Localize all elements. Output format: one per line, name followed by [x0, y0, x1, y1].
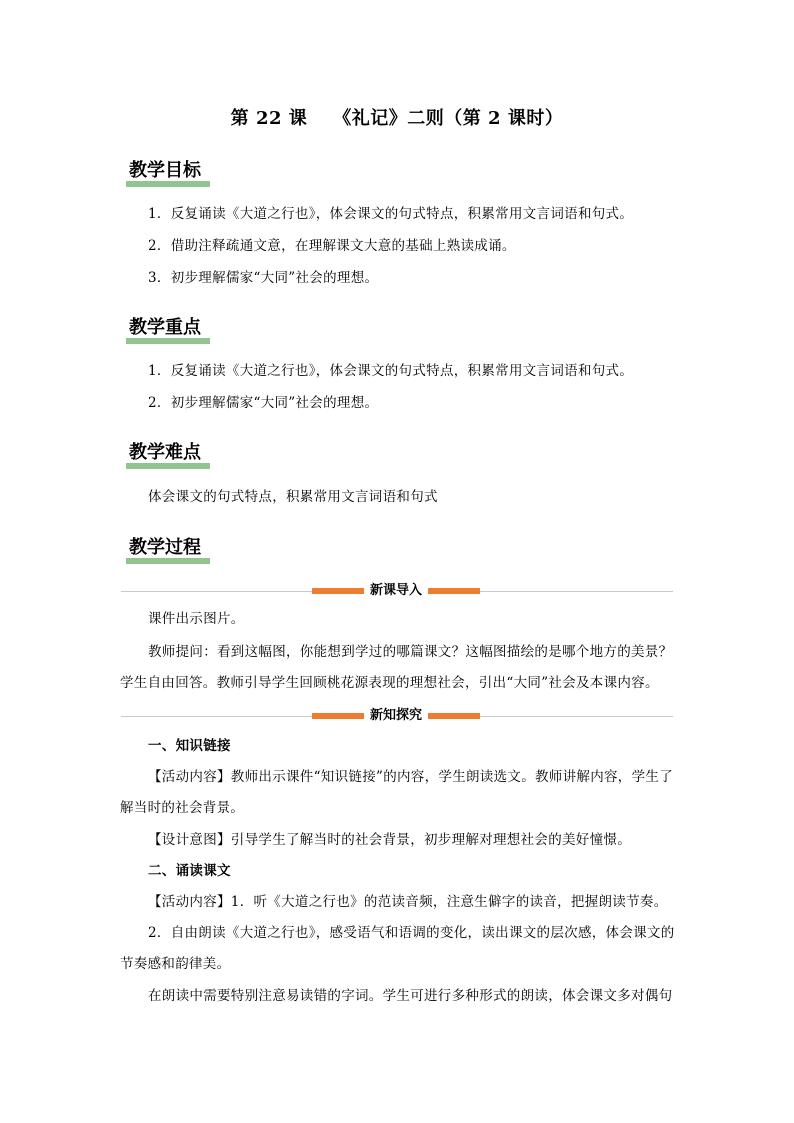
knowledge-link-activity: 【活动内容】教师出示课件“知识链接”的内容，学生朗读选文。教师讲解内容，学生了解当时的社会背景。	[120, 769, 674, 816]
recitation-note: 在朗读中需要特别注意易读错的字词。学生可进行多种形式的朗读，体会课文多对偶句	[148, 988, 673, 1004]
section-heading-goals: 教学目标	[126, 160, 204, 183]
subheading-knowledge-link: 一、知识链接	[148, 738, 231, 754]
divider-label: 新知探究	[364, 707, 428, 725]
recitation-step-2: 2．自由朗读《大道之行也》，感受语气和语调的变化，读出课文的层次感，体会课文的节奏感和韵律美。	[120, 925, 675, 972]
divider-bar-right	[428, 588, 480, 594]
goal-item-3: 3．初步理解儒家“大同”社会的理想。	[148, 270, 379, 286]
intro-paragraph-2: 教师提问：看到这幅图，你能想到学过的哪篇课文？这幅图描绘的是哪个地方的美景？学生自由回答。教师引导学生回顾桃花源表现的理想社会，引出“大同”社会及本课内容。	[120, 644, 673, 691]
intro-paragraph-1: 课件出示图片。	[148, 611, 245, 627]
lesson-name: 《礼记》二则（第 2 课时）	[333, 108, 564, 129]
section-heading-key-points: 教学重点	[126, 317, 204, 340]
lesson-number: 第 22 课	[230, 108, 308, 129]
key-point-item-1: 1．反复诵读《大道之行也》，体会课文的句式特点，积累常用文言词语和句式。	[148, 363, 634, 379]
divider-label: 新课导入	[364, 582, 428, 600]
goal-item-2: 2．借助注释疏通文意，在理解课文大意的基础上熟读成诵。	[148, 238, 516, 254]
section-heading-difficulties: 教学难点	[126, 442, 204, 465]
knowledge-link-design: 【设计意图】引导学生了解当时的社会背景，初步理解对理想社会的美好憧憬。	[148, 832, 631, 848]
subheading-recitation: 二、诵读课文	[148, 863, 231, 879]
divider-intro	[121, 580, 673, 602]
page-title	[0, 104, 794, 130]
divider-bar-left	[312, 713, 364, 719]
difficulties-text: 体会课文的句式特点，积累常用文言词语和句式	[148, 489, 438, 505]
section-heading-process: 教学过程	[126, 537, 204, 560]
goal-item-1: 1．反复诵读《大道之行也》，体会课文的句式特点，积累常用文言词语和句式。	[148, 206, 634, 222]
key-point-item-2: 2．初步理解儒家“大同”社会的理想。	[148, 395, 379, 411]
recitation-activity: 【活动内容】1．听《大道之行也》的范读音频，注意生僻字的读音，把握朗读节奏。	[148, 894, 668, 910]
divider-bar-right	[428, 713, 480, 719]
divider-explore	[121, 705, 673, 727]
divider-bar-left	[312, 588, 364, 594]
